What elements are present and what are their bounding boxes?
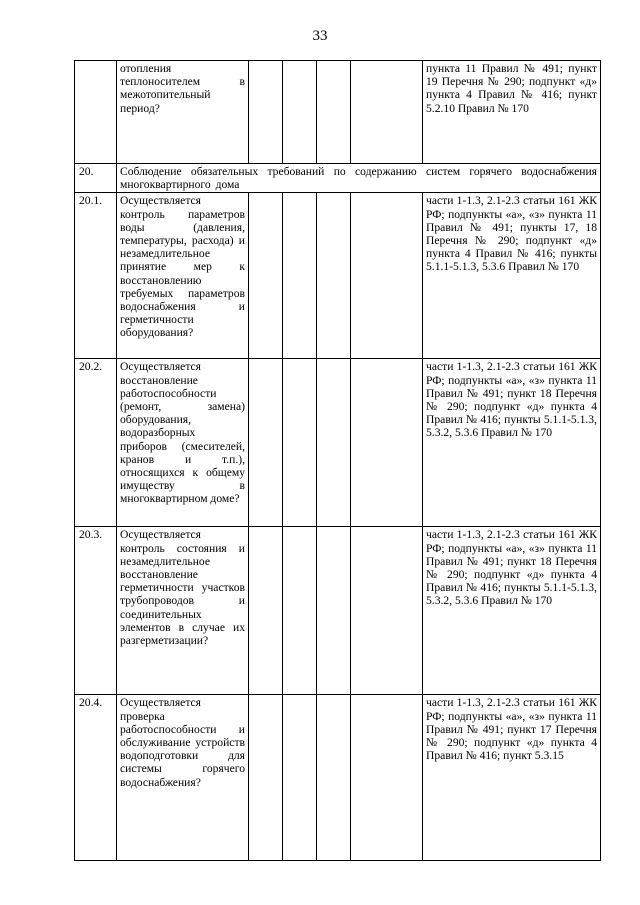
- checklist-table: [74, 60, 601, 861]
- answer-cell: [249, 527, 283, 695]
- legal-reference: части 1-1.3, 2.1-2.3 статьи 161 ЖК РФ; подпункты «а», «з» пункта 11 Правил № 491; пункт 18 Перечня № 290; подпункт «д» пункта 4 Правил № 416; пункты 5.1.1-5.1.3, 5.3.2, 5.3.6 Правил № 170: [423, 527, 601, 695]
- legal-reference: части 1-1.3, 2.1-2.3 статьи 161 ЖК РФ; подпункты «а», «з» пункта 11 Правил № 491; пункт 18 Перечня № 290; подпункт «д» пункта 4 Правил № 416; пункты 5.1.1-5.1.3, 5.3.2, 5.3.6 Правил № 170: [423, 359, 601, 527]
- row-number: 20.3.: [75, 527, 117, 695]
- answer-cell: [317, 193, 351, 359]
- row-number: 20.2.: [75, 359, 117, 527]
- question-text: Осуществляется контроль состояния и незамедлительное восстановление герметичности участков трубопроводов и соединительных элементов в случае их разгерметизации?: [117, 527, 249, 695]
- table-row: [75, 359, 601, 527]
- question-text: Осуществляется контроль параметров воды (давления, температуры, расхода) и незамедлительное принятие мер к восстановлению требуемых параметров водоснабжения и герметичности оборудования?: [117, 193, 249, 359]
- row-number: 20.4.: [75, 695, 117, 861]
- table-row: [75, 527, 601, 695]
- question-text: Осуществляется восстановление работоспособности (ремонт, замена) оборудования, водоразборных приборов (смесителей, кранов и т.п.), относящихся к общему имуществу в многоквартирном доме?: [117, 359, 249, 527]
- legal-reference: пункта 11 Правил № 491; пункт 19 Перечня № 290; подпункт «д» пункта 4 Правил № 416; пункт 5.2.10 Правил № 170: [423, 61, 601, 164]
- answer-cell: [351, 61, 423, 164]
- answer-cell: [317, 61, 351, 164]
- answer-cell: [351, 193, 423, 359]
- legal-reference: части 1-1.3, 2.1-2.3 статьи 161 ЖК РФ; подпункты «а», «з» пункта 11 Правил № 491; пункты 17, 18 Перечня № 290; подпункт «д» пункта 4 Правил № 416; пункты 5.1.1-5.1.3, 5.3.6 Правил № 170: [423, 193, 601, 359]
- table-row: [75, 193, 601, 359]
- answer-cell: [351, 359, 423, 527]
- section-title: Соблюдение обязательных требований по содержанию систем горячего водоснабжения многоквартирного дома: [117, 164, 601, 193]
- row-number: [75, 61, 117, 164]
- answer-cell: [351, 695, 423, 861]
- question-text: отопления теплоносителем в межотопительный период?: [117, 61, 249, 164]
- table-row: [75, 61, 601, 164]
- answer-cell: [283, 61, 317, 164]
- section-number: 20.: [75, 164, 117, 193]
- answer-cell: [283, 193, 317, 359]
- answer-cell: [317, 359, 351, 527]
- answer-cell: [351, 527, 423, 695]
- legal-reference: части 1-1.3, 2.1-2.3 статьи 161 ЖК РФ; подпункты «а», «з» пункта 11 Правил № 491; пункт 17 Перечня № 290; подпункт «д» пункта 4 Правил № 416; пункт 5.3.15: [423, 695, 601, 861]
- answer-cell: [283, 359, 317, 527]
- section-row: [75, 164, 601, 193]
- answer-cell: [317, 527, 351, 695]
- table-row: [75, 695, 601, 861]
- page-number: 33: [312, 28, 328, 44]
- question-text: Осуществляется проверка работоспособности и обслуживание устройств водоподготовки для системы горячего водоснабжения?: [117, 695, 249, 861]
- answer-cell: [249, 193, 283, 359]
- answer-cell: [249, 61, 283, 164]
- answer-cell: [249, 695, 283, 861]
- answer-cell: [283, 527, 317, 695]
- answer-cell: [283, 695, 317, 861]
- answer-cell: [317, 695, 351, 861]
- answer-cell: [249, 359, 283, 527]
- row-number: 20.1.: [75, 193, 117, 359]
